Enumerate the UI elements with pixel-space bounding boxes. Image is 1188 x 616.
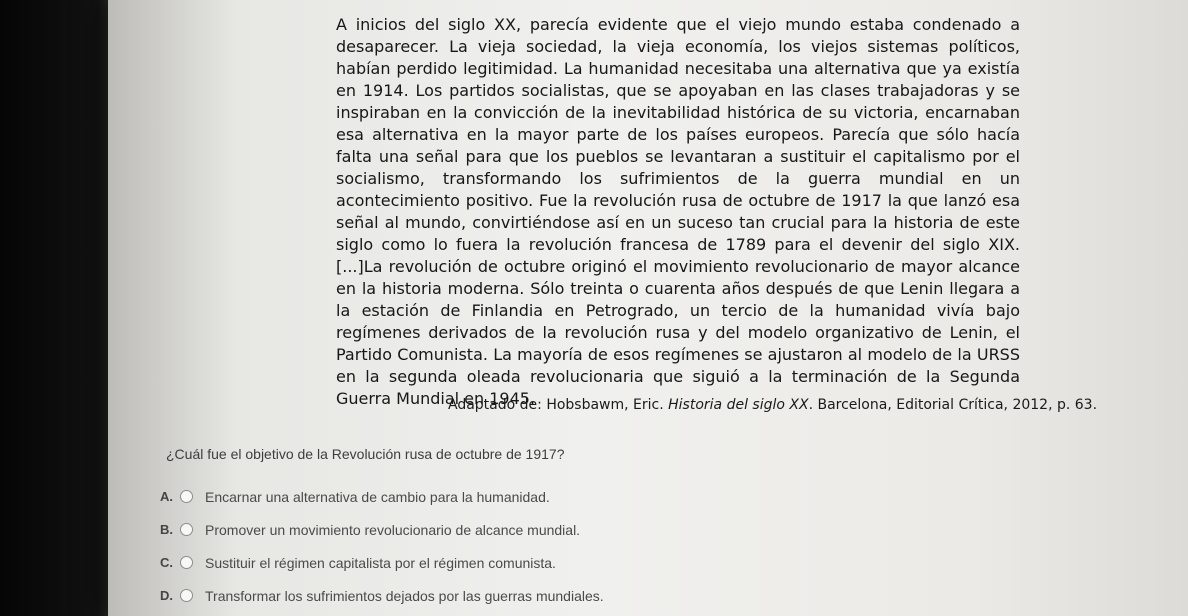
option-c-radio-icon[interactable]: [180, 556, 193, 569]
option-c-text: Sustituir el régimen capitalista por el régimen comunista.: [205, 554, 556, 571]
option-b-radio-icon[interactable]: [180, 523, 193, 536]
option-b-letter: B.: [160, 522, 173, 537]
option-d-radio-icon[interactable]: [180, 589, 193, 602]
option-a[interactable]: [160, 480, 1060, 513]
question-text: ¿Cuál fue el objetivo de la Revolución rusa de octubre de 1917?: [166, 446, 565, 462]
option-a-letter: A.: [160, 489, 173, 504]
reading-passage: A inicios del siglo XX, parecía evidente que el viejo mundo estaba condenado a desaparecer. La vieja sociedad, la vieja economía, los viejos sistemas políticos, habían perdido legitimidad. La humanidad necesitaba una alternativa que ya existía en 1914. Los partidos socialistas, que se apoyaban en las clases trabajadoras y se inspiraban en la convicción de la inevitabilidad histórica de su victoria, encarnaban esa alternativa en la mayor parte de los países europeos. Parecía que sólo hacía falta una señal para que los pueblos se levantaran a sustituir el capitalismo por el socialismo, transformando los sufrimientos de la guerra mundial en un acontecimiento positivo. Fue la revolución rusa de octubre de 1917 la que lanzó esa señal al mundo, convirtiéndose así en un suceso tan crucial para la historia de este siglo como lo fuera la revolución francesa de 1789 para el devenir del siglo XIX.[...]La revolución de octubre originó el movimiento revolucionario de mayor alcance en la historia moderna. Sólo treinta o cuarenta años después de que Lenin llegara a la estación de Finlandia en Petrogrado, un tercio de la humanidad vivía bajo regímenes derivados de la revolución rusa y del modelo organizativo de Lenin, el Partido Comunista. La mayoría de esos regímenes se ajustaron al modelo de la URSS en la segunda oleada revolucionaria que siguió a la terminación de la Segunda Guerra Mundial en 1945.: [336, 15, 1020, 408]
option-d[interactable]: [160, 579, 1060, 612]
citation-suffix: . Barcelona, Editorial Crítica, 2012, p. 63.: [808, 397, 1098, 413]
citation-prefix: Adaptado de: Hobsbawm, Eric.: [448, 397, 669, 413]
option-d-letter: D.: [160, 588, 173, 603]
option-c-letter: C.: [160, 555, 173, 570]
answer-options: [160, 480, 1060, 612]
citation: [448, 396, 1098, 414]
option-b[interactable]: [160, 513, 1060, 546]
option-d-text: Transformar los sufrimientos dejados por las guerras mundiales.: [205, 587, 604, 604]
option-b-text: Promover un movimiento revolucionario de alcance mundial.: [205, 521, 581, 538]
option-c[interactable]: [160, 546, 1060, 579]
option-a-text: Encarnar una alternativa de cambio para la humanidad.: [205, 488, 550, 505]
option-a-radio-icon[interactable]: [180, 490, 193, 503]
citation-work-title: Historia del siglo XX: [668, 397, 809, 413]
